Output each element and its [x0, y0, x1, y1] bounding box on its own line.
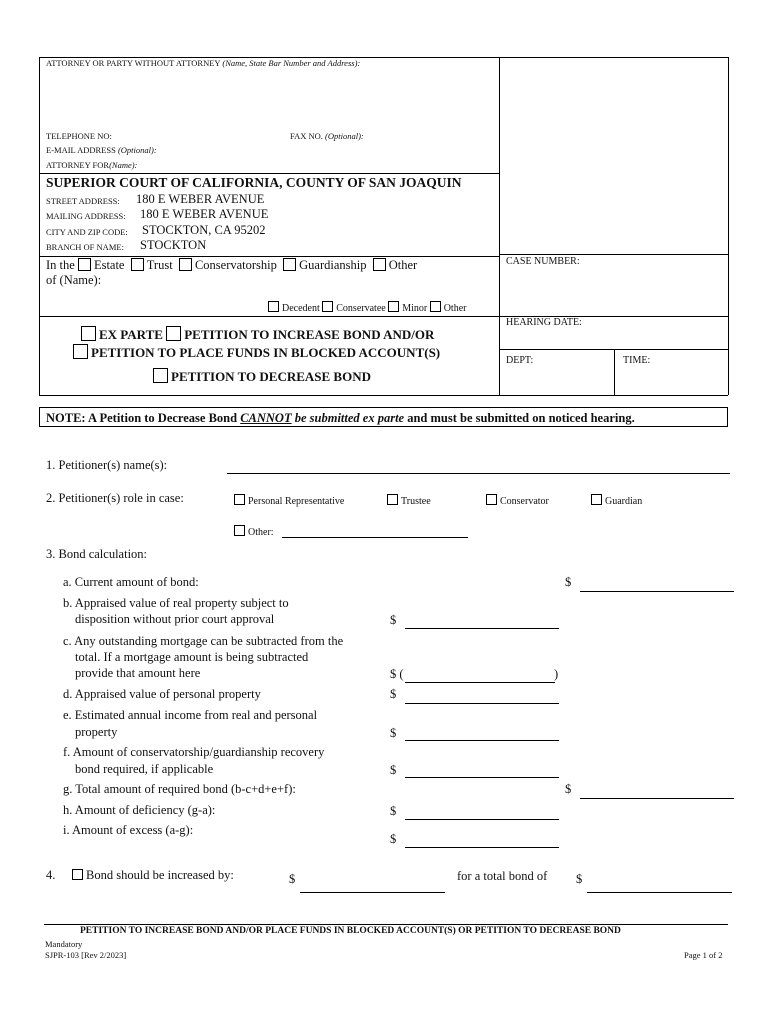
title-line-1 — [81, 326, 434, 343]
footer-page: Page 1 of 2 — [684, 950, 723, 960]
role-guardian-label: Guardian — [605, 496, 643, 507]
bond-c-field[interactable] — [405, 682, 555, 683]
bond-c-label-2: total. If a mortgage amount is being subtracted — [75, 650, 309, 664]
attorney-label — [46, 58, 360, 68]
minor-label: Minor — [402, 303, 428, 314]
total-bond-field[interactable] — [587, 892, 732, 893]
court-title: SUPERIOR COURT OF CALIFORNIA, COUNTY OF SAN JOAQUIN — [46, 175, 462, 190]
other-matter-label: Other — [388, 258, 418, 272]
bond-c-label-3: provide that amount here — [75, 666, 201, 680]
attorney-label-note: (Name, State Bar Number and Address): — [222, 58, 361, 68]
petitioner-names-field[interactable] — [227, 473, 730, 474]
bond-c-paren-open: ( — [399, 667, 404, 681]
bond-c-dollar-sign: $ — [390, 667, 397, 681]
conservatee-label: Conservatee — [336, 303, 386, 314]
branch-name-label: BRANCH OF NAME: — [46, 242, 124, 252]
conservatorship-checkbox[interactable] — [179, 258, 192, 271]
bond-b-label-2: disposition without prior court approval — [75, 612, 275, 626]
time-label: TIME: — [623, 355, 651, 366]
footer-mandatory: Mandatory — [45, 939, 83, 949]
decedent-checkbox[interactable] — [268, 301, 279, 312]
role-conservator-checkbox[interactable] — [486, 494, 497, 505]
bond-h-dollar: $ — [390, 804, 397, 818]
bond-g-label: g. Total amount of required bond (b-c+d+e+f): — [63, 782, 296, 796]
total-bond-label: for a total bond of — [457, 869, 548, 883]
bond-c-label-1: c. Any outstanding mortgage can be subtracted from the — [63, 634, 344, 648]
increase-row — [72, 868, 234, 883]
bond-calculation-label: 3. Bond calculation: — [46, 547, 148, 561]
role-other-checkbox[interactable] — [234, 525, 245, 536]
bond-e-dollar: $ — [390, 726, 397, 740]
email-label-note: (Optional): — [117, 145, 157, 155]
attorney-for-label — [46, 160, 137, 170]
bond-h-field[interactable] — [405, 819, 559, 820]
footer-form-id: SJPR-103 [Rev 2/2023] — [45, 950, 127, 960]
street-address-label: STREET ADDRESS: — [46, 196, 120, 206]
bond-f-field[interactable] — [405, 777, 559, 778]
other-party-checkbox[interactable] — [430, 301, 441, 312]
bond-f-label-1: f. Amount of conservatorship/guardianship recovery — [63, 745, 325, 759]
blocked-account-checkbox[interactable] — [73, 344, 88, 359]
bond-i-dollar: $ — [390, 832, 397, 846]
bond-g-field[interactable] — [580, 798, 734, 799]
role-other-field[interactable] — [282, 537, 468, 538]
bond-e-field[interactable] — [405, 740, 559, 741]
bond-a-dollar: $ — [565, 575, 572, 589]
guardianship-label: Guardianship — [299, 258, 367, 272]
bond-h-label: h. Amount of deficiency (g-a): — [63, 803, 216, 817]
estate-checkbox[interactable] — [78, 258, 91, 271]
trust-checkbox[interactable] — [131, 258, 144, 271]
attorney-for-label-text: ATTORNEY FOR — [46, 160, 110, 170]
hearing-date-label: HEARING DATE: — [506, 317, 582, 328]
minor-checkbox[interactable] — [388, 301, 399, 312]
bond-f-label-2: bond required, if applicable — [75, 762, 214, 776]
bond-c-paren-close: ) — [554, 667, 559, 681]
bond-c-dollar — [390, 667, 404, 682]
increase-bond-label: PETITION TO INCREASE BOND AND/OR — [184, 327, 435, 342]
role-trustee — [387, 494, 431, 507]
role-other — [234, 525, 274, 538]
mailing-address-label: MAILING ADDRESS: — [46, 211, 126, 221]
increase-dollar: $ — [289, 872, 296, 886]
ex-parte-label: EX PARTE — [99, 327, 163, 342]
fax-label-text: FAX NO. — [290, 131, 323, 141]
role-trustee-checkbox[interactable] — [387, 494, 398, 505]
mailing-address-value: 180 E WEBER AVENUE — [140, 207, 269, 221]
fax-label-note: (Optional): — [325, 131, 364, 141]
title-line-3 — [153, 368, 371, 385]
bond-b-dollar: $ — [390, 613, 397, 627]
note-part-d: and must be submitted on noticed hearing. — [404, 411, 635, 425]
party-type-row — [268, 301, 466, 314]
matter-type-row — [46, 258, 417, 273]
attorney-label-text: ATTORNEY OR PARTY WITHOUT ATTORNEY — [46, 58, 221, 68]
petitioner-names-label: 1. Petitioner(s) name(s): — [46, 458, 168, 472]
petitioner-role-label: 2. Petitioner(s) role in case: — [46, 491, 184, 505]
conservatee-checkbox[interactable] — [322, 301, 333, 312]
bond-b-field[interactable] — [405, 628, 559, 629]
ex-parte-checkbox[interactable] — [81, 326, 96, 341]
other-party-label: Other — [443, 303, 467, 314]
email-label-text: E-MAIL ADDRESS — [46, 145, 116, 155]
role-personal-rep-label: Personal Representative — [248, 496, 345, 507]
title-line-2 — [73, 344, 440, 361]
footer-rule — [44, 924, 728, 925]
estate-label: Estate — [93, 258, 125, 272]
branch-name-value: STOCKTON — [140, 238, 207, 252]
street-address-value: 180 E WEBER AVENUE — [136, 192, 265, 206]
other-matter-checkbox[interactable] — [373, 258, 386, 271]
telephone-label: TELEPHONE NO: — [46, 131, 112, 141]
case-number-label: CASE NUMBER: — [506, 256, 580, 267]
bond-d-field[interactable] — [405, 703, 559, 704]
bond-e-label-2: property — [75, 725, 118, 739]
role-guardian — [591, 494, 642, 507]
role-guardian-checkbox[interactable] — [591, 494, 602, 505]
note-part-c: be submitted ex parte — [291, 411, 405, 425]
role-trustee-label: Trustee — [401, 496, 431, 507]
footer-title: PETITION TO INCREASE BOND AND/OR PLACE FUNDS IN BLOCKED ACCOUNT(S) OR PETITION TO DECREASE BOND — [80, 926, 621, 936]
total-bond-dollar: $ — [576, 872, 583, 886]
bond-d-label: d. Appraised value of personal property — [63, 687, 261, 701]
fax-label — [290, 131, 364, 141]
role-personal-rep — [234, 494, 344, 507]
decedent-label: Decedent — [282, 303, 320, 314]
email-label — [46, 145, 157, 155]
note-text — [46, 411, 635, 426]
attorney-for-label-note: (Name): — [109, 160, 138, 170]
increase-amount-field[interactable] — [300, 892, 445, 893]
bond-g-dollar: $ — [565, 782, 572, 796]
note-cannot: CANNOT — [240, 411, 292, 425]
bond-i-field[interactable] — [405, 847, 559, 848]
trust-label: Trust — [146, 258, 173, 272]
increase-label: Bond should be increased by: — [86, 868, 234, 882]
bond-d-dollar: $ — [390, 687, 397, 701]
city-zip-value: STOCKTON, CA 95202 — [142, 223, 266, 237]
role-other-label: Other: — [248, 527, 274, 538]
bond-b-label-1: b. Appraised value of real property subject to — [63, 596, 289, 610]
in-the-label: In the — [46, 258, 75, 272]
bond-e-label-1: e. Estimated annual income from real and personal — [63, 708, 318, 722]
decrease-bond-checkbox[interactable] — [153, 368, 168, 383]
dept-label: DEPT: — [506, 355, 534, 366]
conservatorship-label: Conservatorship — [194, 258, 277, 272]
bond-i-label: i. Amount of excess (a-g): — [63, 823, 194, 837]
role-conservator-label: Conservator — [500, 496, 549, 507]
role-conservator — [486, 494, 549, 507]
blocked-account-label: PETITION TO PLACE FUNDS IN BLOCKED ACCOUNT(S) — [91, 345, 441, 360]
city-zip-label: CITY AND ZIP CODE: — [46, 227, 128, 237]
bond-f-dollar: $ — [390, 763, 397, 777]
increase-bond-checkbox[interactable] — [166, 326, 181, 341]
role-personal-rep-checkbox[interactable] — [234, 494, 245, 505]
increase-checkbox[interactable] — [72, 869, 83, 880]
decrease-bond-label: PETITION TO DECREASE BOND — [171, 369, 371, 384]
note-part-a: NOTE: A Petition to Decrease Bond — [46, 411, 241, 425]
increase-number: 4. — [46, 868, 56, 882]
guardianship-checkbox[interactable] — [283, 258, 296, 271]
bond-a-field[interactable] — [580, 591, 734, 592]
bond-a-label: a. Current amount of bond: — [63, 575, 199, 589]
of-name-label: of (Name): — [46, 273, 102, 287]
